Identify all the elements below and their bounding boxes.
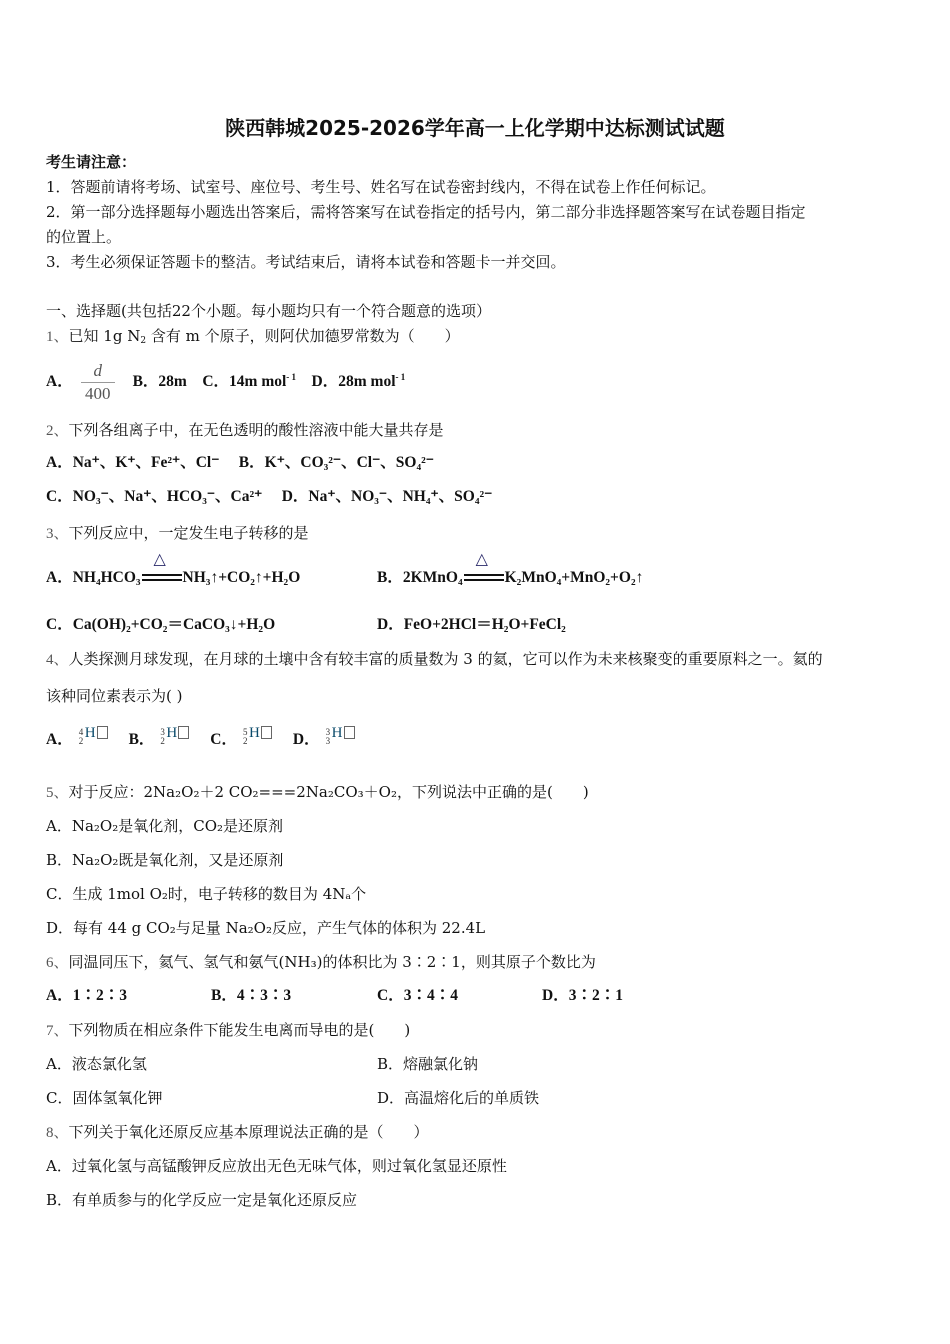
isotope-notation [243,726,277,748]
question-3-option-a [46,551,301,588]
notice-heading: 考生请注意： [46,153,137,171]
reactant: A．NH₄HCO₃ [46,569,141,586]
option-b: B．28m [132,373,187,390]
question-8-option-a: A．过氧化氢与高锰酸钾反应放出无色无味气体，则过氧化氢显还原性 [46,1157,507,1175]
question-3-option-b [377,551,644,588]
option-c [210,726,277,750]
question-6-option-a: A．1∶2∶3 [46,987,127,1004]
question-8-option-b: B．有单质参与的化学反应一定是氧化还原反应 [46,1191,358,1209]
stem-text: 下列物质在相应条件下能发生电离而导电的是( ) [68,1021,411,1039]
mass-number: 3 [160,727,165,737]
heating-equals-sign [142,551,182,585]
missing-glyph-box [97,726,108,739]
notice-item-2-cont: 的位置上。 [46,228,122,246]
missing-glyph-box [178,726,189,739]
option-d [293,726,360,750]
question-7-stem [46,1020,410,1041]
question-1-options [46,360,405,404]
question-4-stem-line2: 该种同位素表示为( ) [46,687,183,705]
option-d: D．Na⁺、NO₃⁻、NH₄⁺、SO₄²⁻ [281,488,493,505]
product: NH₃↑+CO₂↑+H₂O [182,569,301,586]
atomic-number: 2 [78,736,84,746]
question-7-option-a: A．液态氯化氢 [46,1055,147,1073]
atomic-number: 2 [243,736,248,746]
stem-text: 对于反应：2Na₂O₂＋2 CO₂===2Na₂CO₃＋O₂，下列说法中正确的是( ) [68,783,589,801]
question-number: 4、 [46,652,69,668]
question-number: 6、 [46,955,69,971]
question-6-stem [46,952,596,973]
heating-equals-sign [464,551,504,585]
superscript: - 1 [395,372,406,382]
question-5-stem [46,782,589,803]
question-6-option-b: B．4∶3∶3 [211,987,292,1004]
isotope-notation [79,726,113,748]
question-3-stem [46,523,309,544]
option-c: C．14m mol [202,373,287,390]
option-b: B．K⁺、CO₃²⁻、Cl⁻、SO₄²⁻ [238,454,434,471]
subscript: 2 [140,336,147,346]
fraction-bar [81,382,115,383]
option-a-fraction [81,361,115,404]
notice-item-1: 1．答题前请将考场、试室号、座位号、考生号、姓名写在试卷密封线内，不得在试卷上作任何标记。 [46,178,716,196]
element-symbol: H [84,725,96,741]
question-number: 7、 [46,1023,69,1039]
question-2-options-row1 [46,453,434,473]
missing-glyph-box [344,726,355,739]
question-3-option-c: C．Ca(OH)₂+CO₂＝CaCO₃↓+H₂O [46,616,276,633]
question-5-option-b: B．Na₂O₂既是氧化剂，又是还原剂 [46,851,284,869]
isotope-notation [326,726,360,748]
question-number: 3、 [46,526,69,542]
question-number: 1、 [46,329,69,345]
atomic-number: 2 [160,736,165,746]
question-5-option-a: A．Na₂O₂是氧化剂，CO₂是还原剂 [46,817,284,835]
superscript: - 1 [286,372,297,382]
stem-text: 下列关于氧化还原反应基本原理说法正确的是（ ） [68,1123,429,1141]
option-label: C． [210,731,237,748]
question-4-options [46,726,360,750]
stem-text: 人类探测月球发现，在月球的土壤中含有较丰富的质量数为 3 的氦，它可以作为未来核聚变的重要原料之一。氦的 [68,650,823,668]
question-number: 2、 [46,423,69,439]
numerator: d [93,360,102,380]
page-title: 陕西韩城2025-2026学年高一上化学期中达标测试试题 [225,116,725,140]
stem-text: 下列反应中，一定发生电子转移的是 [68,524,309,542]
reactant: B．2KMnO₄ [377,569,463,586]
element-symbol: H [249,725,260,741]
option-d: D．28m mol [311,373,396,390]
isotope-notation [160,726,194,748]
question-8-stem [46,1122,429,1143]
question-3-option-d: D．FeO+2HCl＝H₂O+FeCl₂ [377,616,566,633]
stem-text: 已知 1g N [68,327,141,345]
question-7-option-c: C．固体氢氧化钾 [46,1089,163,1107]
question-5-option-d: D．每有 44 g CO₂与足量 Na₂O₂反应，产生气体的体积为 22.4L [46,919,486,937]
mass-number: 3 [325,727,331,737]
option-b [129,726,195,750]
element-symbol: H [166,725,178,741]
delta-icon: △ [153,551,166,569]
question-7-option-b: B．熔融氯化钠 [377,1055,479,1073]
option-a [46,726,113,750]
section-heading: 一、选择题(共包括22个小题。每小题均只有一个符合题意的选项） [46,302,491,320]
question-4-stem-line1 [46,649,823,670]
denominator: 400 [84,383,111,403]
question-number: 8、 [46,1125,69,1141]
option-label: A． [46,731,73,748]
question-5-option-c: C．生成 1mol O₂时，电子转移的数目为 4Nₐ个 [46,885,367,903]
atomic-number: 3 [325,736,331,746]
stem-text: 下列各组离子中，在无色透明的酸性溶液中能大量共存是 [68,421,444,439]
mass-number: 4 [78,727,84,737]
question-2-stem [46,420,444,441]
question-7-option-d: D．高温熔化后的单质铁 [377,1089,540,1107]
question-1-stem [46,326,460,347]
missing-glyph-box [261,726,272,739]
stem-text: 同温同压下，氦气、氢气和氨气(NH₃)的体积比为 3∶2∶1，则其原子个数比为 [68,953,596,971]
product: K₂MnO₄+MnO₂+O₂↑ [504,569,644,586]
delta-icon: △ [475,551,488,569]
notice-item-3: 3．考生必须保证答题卡的整洁。考试结束后，请将本试卷和答题卡一并交回。 [46,253,566,271]
stem-text: 含有 m 个原子，则阿伏加德罗常数为（ ） [146,327,460,345]
option-a: A．Na⁺、K⁺、Fe²⁺、Cl⁻ [46,454,220,471]
mass-number: 5 [243,727,248,737]
element-symbol: H [331,725,343,741]
notice-item-2: 2．第一部分选择题每小题选出答案后，需将答案写在试卷指定的括号内，第二部分非选择题答案写在试卷题目指定 [46,203,806,221]
option-label: B． [128,731,155,748]
option-c: C．NO₃⁻、Na⁺、HCO₃⁻、Ca²⁺ [46,488,263,505]
question-number: 5、 [46,785,69,801]
option-a-label: A． [46,373,73,390]
question-6-option-c: C．3∶4∶4 [377,987,458,1004]
question-2-options-row2 [46,487,492,507]
question-6-option-d: D．3∶2∶1 [542,987,623,1004]
option-label: D． [292,731,320,748]
